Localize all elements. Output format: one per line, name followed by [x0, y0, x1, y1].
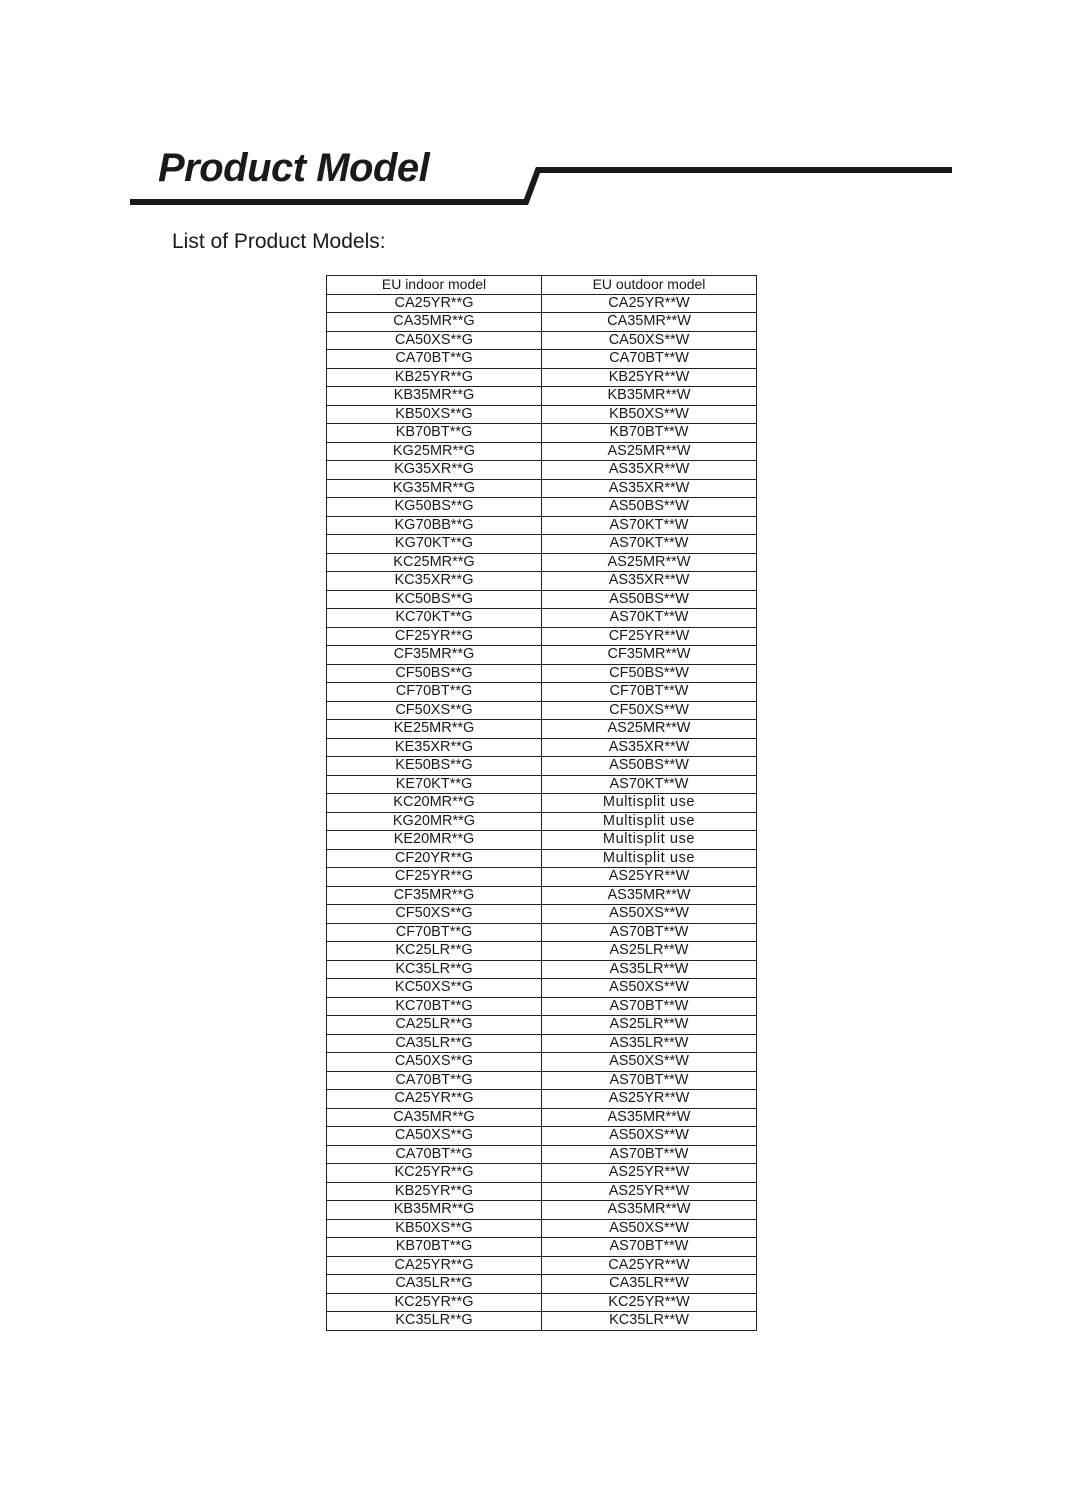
- outdoor-model-cell: AS25YR**W: [542, 1182, 757, 1201]
- indoor-model-cell: KB50XS**G: [327, 1219, 542, 1238]
- table-row: [327, 960, 757, 979]
- outdoor-model-cell: AS70BT**W: [542, 1238, 757, 1257]
- table-row: [327, 442, 757, 461]
- table-row: [327, 479, 757, 498]
- outdoor-model-cell: AS70BT**W: [542, 1071, 757, 1090]
- table-row: [327, 886, 757, 905]
- table-row: [327, 516, 757, 535]
- outdoor-model-cell: KB25YR**W: [542, 368, 757, 387]
- outdoor-model-cell: AS35LR**W: [542, 1034, 757, 1053]
- indoor-model-cell: CF50XS**G: [327, 701, 542, 720]
- table-row: [327, 609, 757, 628]
- indoor-model-cell: KC35LR**G: [327, 960, 542, 979]
- indoor-model-cell: CF35MR**G: [327, 646, 542, 665]
- table-row: [327, 331, 757, 350]
- outdoor-model-cell: AS50XS**W: [542, 1127, 757, 1146]
- outdoor-model-cell: Multisplit use: [542, 812, 757, 831]
- outdoor-model-cell: AS70KT**W: [542, 516, 757, 535]
- indoor-model-cell: KB35MR**G: [327, 1201, 542, 1220]
- outdoor-model-cell: CF25YR**W: [542, 627, 757, 646]
- table-row: [327, 1164, 757, 1183]
- outdoor-model-cell: AS25YR**W: [542, 1090, 757, 1109]
- table-row: [327, 1034, 757, 1053]
- table-row: [327, 1108, 757, 1127]
- table-header-row: [327, 276, 757, 295]
- indoor-model-cell: KB35MR**G: [327, 387, 542, 406]
- outdoor-model-cell: AS25MR**W: [542, 442, 757, 461]
- indoor-model-cell: KC25MR**G: [327, 553, 542, 572]
- indoor-model-cell: KG35MR**G: [327, 479, 542, 498]
- table-row: [327, 368, 757, 387]
- table-row: [327, 1127, 757, 1146]
- indoor-model-cell: CF70BT**G: [327, 923, 542, 942]
- indoor-model-cell: KC50BS**G: [327, 590, 542, 609]
- outdoor-model-cell: KC35LR**W: [542, 1312, 757, 1331]
- outdoor-model-cell: CA70BT**W: [542, 350, 757, 369]
- outdoor-model-cell: AS35XR**W: [542, 572, 757, 591]
- outdoor-model-cell: AS35MR**W: [542, 1108, 757, 1127]
- table-row: [327, 701, 757, 720]
- indoor-model-cell: KC25YR**G: [327, 1164, 542, 1183]
- outdoor-model-cell: KC25YR**W: [542, 1293, 757, 1312]
- outdoor-model-cell: AS35XR**W: [542, 461, 757, 480]
- outdoor-model-cell: CA25YR**W: [542, 1256, 757, 1275]
- table-row: [327, 1016, 757, 1035]
- outdoor-model-cell: AS50XS**W: [542, 979, 757, 998]
- indoor-model-cell: KB70BT**G: [327, 424, 542, 443]
- table-row: [327, 979, 757, 998]
- outdoor-model-cell: CF50BS**W: [542, 664, 757, 683]
- indoor-model-cell: CA25LR**G: [327, 1016, 542, 1035]
- indoor-model-cell: KG20MR**G: [327, 812, 542, 831]
- table-row: [327, 997, 757, 1016]
- table-row: [327, 1053, 757, 1072]
- indoor-model-cell: KC35LR**G: [327, 1312, 542, 1331]
- table-row: [327, 923, 757, 942]
- column-header-outdoor: EU outdoor model: [542, 276, 757, 295]
- table-row: [327, 1219, 757, 1238]
- indoor-model-cell: CA70BT**G: [327, 350, 542, 369]
- table-row: [327, 1071, 757, 1090]
- table-row: [327, 664, 757, 683]
- table-row: [327, 1090, 757, 1109]
- indoor-model-cell: KC20MR**G: [327, 794, 542, 813]
- page-title: Product Model: [158, 146, 430, 190]
- outdoor-model-cell: AS25MR**W: [542, 553, 757, 572]
- table-row: [327, 738, 757, 757]
- indoor-model-cell: KB70BT**G: [327, 1238, 542, 1257]
- indoor-model-cell: CA25YR**G: [327, 1256, 542, 1275]
- indoor-model-cell: KE70KT**G: [327, 775, 542, 794]
- outdoor-model-cell: CA35LR**W: [542, 1275, 757, 1294]
- table-row: [327, 849, 757, 868]
- table-row: [327, 572, 757, 591]
- indoor-model-cell: KC70KT**G: [327, 609, 542, 628]
- outdoor-model-cell: AS50BS**W: [542, 498, 757, 517]
- intro-text: List of Product Models:: [172, 230, 386, 253]
- indoor-model-cell: KG50BS**G: [327, 498, 542, 517]
- outdoor-model-cell: AS35MR**W: [542, 1201, 757, 1220]
- table-row: [327, 553, 757, 572]
- indoor-model-cell: CA70BT**G: [327, 1145, 542, 1164]
- table-row: [327, 313, 757, 332]
- table-row: [327, 905, 757, 924]
- indoor-model-cell: KB25YR**G: [327, 368, 542, 387]
- table-row: [327, 794, 757, 813]
- outdoor-model-cell: AS70KT**W: [542, 535, 757, 554]
- indoor-model-cell: KE35XR**G: [327, 738, 542, 757]
- section-heading: [0, 0, 1083, 220]
- outdoor-model-cell: AS70BT**W: [542, 923, 757, 942]
- table-row: [327, 1182, 757, 1201]
- outdoor-model-cell: CA35MR**W: [542, 313, 757, 332]
- outdoor-model-cell: CF35MR**W: [542, 646, 757, 665]
- table-row: [327, 812, 757, 831]
- table-row: [327, 1145, 757, 1164]
- indoor-model-cell: CF70BT**G: [327, 683, 542, 702]
- outdoor-model-cell: AS25YR**W: [542, 1164, 757, 1183]
- indoor-model-cell: CA35MR**G: [327, 313, 542, 332]
- indoor-model-cell: KG70KT**G: [327, 535, 542, 554]
- table-row: [327, 424, 757, 443]
- outdoor-model-cell: AS25LR**W: [542, 1016, 757, 1035]
- table-row: [327, 350, 757, 369]
- outdoor-model-cell: CF70BT**W: [542, 683, 757, 702]
- indoor-model-cell: CF25YR**G: [327, 868, 542, 887]
- indoor-model-cell: KE20MR**G: [327, 831, 542, 850]
- outdoor-model-cell: Multisplit use: [542, 831, 757, 850]
- indoor-model-cell: CA35LR**G: [327, 1275, 542, 1294]
- indoor-model-cell: KC70BT**G: [327, 997, 542, 1016]
- outdoor-model-cell: AS35MR**W: [542, 886, 757, 905]
- indoor-model-cell: KB25YR**G: [327, 1182, 542, 1201]
- outdoor-model-cell: AS70BT**W: [542, 997, 757, 1016]
- table-row: [327, 1201, 757, 1220]
- outdoor-model-cell: AS50XS**W: [542, 1053, 757, 1072]
- outdoor-model-cell: KB35MR**W: [542, 387, 757, 406]
- table-row: [327, 868, 757, 887]
- table-row: [327, 1256, 757, 1275]
- column-header-indoor: EU indoor model: [327, 276, 542, 295]
- indoor-model-cell: CA50XS**G: [327, 1053, 542, 1072]
- table-body: [327, 294, 757, 1330]
- product-models-table: [326, 275, 757, 1331]
- outdoor-model-cell: AS70KT**W: [542, 775, 757, 794]
- outdoor-model-cell: AS35LR**W: [542, 960, 757, 979]
- table-row: [327, 405, 757, 424]
- outdoor-model-cell: AS70KT**W: [542, 609, 757, 628]
- table-row: [327, 461, 757, 480]
- indoor-model-cell: CA70BT**G: [327, 1071, 542, 1090]
- table-row: [327, 627, 757, 646]
- indoor-model-cell: KG70BB**G: [327, 516, 542, 535]
- indoor-model-cell: KC35XR**G: [327, 572, 542, 591]
- indoor-model-cell: CA35LR**G: [327, 1034, 542, 1053]
- indoor-model-cell: CF50XS**G: [327, 905, 542, 924]
- indoor-model-cell: CF35MR**G: [327, 886, 542, 905]
- indoor-model-cell: CA50XS**G: [327, 1127, 542, 1146]
- table-row: [327, 1275, 757, 1294]
- outdoor-model-cell: CA25YR**W: [542, 294, 757, 313]
- outdoor-model-cell: AS50XS**W: [542, 905, 757, 924]
- table-row: [327, 942, 757, 961]
- outdoor-model-cell: Multisplit use: [542, 794, 757, 813]
- table-row: [327, 498, 757, 517]
- outdoor-model-cell: AS35XR**W: [542, 738, 757, 757]
- table-row: [327, 590, 757, 609]
- indoor-model-cell: KE50BS**G: [327, 757, 542, 776]
- outdoor-model-cell: AS35XR**W: [542, 479, 757, 498]
- outdoor-model-cell: AS50BS**W: [542, 590, 757, 609]
- table-row: [327, 387, 757, 406]
- outdoor-model-cell: AS50BS**W: [542, 757, 757, 776]
- table-row: [327, 294, 757, 313]
- outdoor-model-cell: AS25MR**W: [542, 720, 757, 739]
- outdoor-model-cell: AS25LR**W: [542, 942, 757, 961]
- table-row: [327, 646, 757, 665]
- outdoor-model-cell: CF50XS**W: [542, 701, 757, 720]
- indoor-model-cell: CF25YR**G: [327, 627, 542, 646]
- indoor-model-cell: KC50XS**G: [327, 979, 542, 998]
- indoor-model-cell: KC25YR**G: [327, 1293, 542, 1312]
- table-row: [327, 1293, 757, 1312]
- indoor-model-cell: CA35MR**G: [327, 1108, 542, 1127]
- outdoor-model-cell: Multisplit use: [542, 849, 757, 868]
- table-row: [327, 775, 757, 794]
- indoor-model-cell: KE25MR**G: [327, 720, 542, 739]
- indoor-model-cell: CA25YR**G: [327, 1090, 542, 1109]
- indoor-model-cell: KG35XR**G: [327, 461, 542, 480]
- outdoor-model-cell: AS50XS**W: [542, 1219, 757, 1238]
- outdoor-model-cell: KB50XS**W: [542, 405, 757, 424]
- table-row: [327, 1312, 757, 1331]
- indoor-model-cell: CF20YR**G: [327, 849, 542, 868]
- table-row: [327, 831, 757, 850]
- table-row: [327, 683, 757, 702]
- table-row: [327, 720, 757, 739]
- indoor-model-cell: KB50XS**G: [327, 405, 542, 424]
- indoor-model-cell: KG25MR**G: [327, 442, 542, 461]
- table-row: [327, 535, 757, 554]
- indoor-model-cell: CA50XS**G: [327, 331, 542, 350]
- outdoor-model-cell: AS25YR**W: [542, 868, 757, 887]
- indoor-model-cell: KC25LR**G: [327, 942, 542, 961]
- outdoor-model-cell: AS70BT**W: [542, 1145, 757, 1164]
- table-row: [327, 757, 757, 776]
- outdoor-model-cell: KB70BT**W: [542, 424, 757, 443]
- outdoor-model-cell: CA50XS**W: [542, 331, 757, 350]
- table-row: [327, 1238, 757, 1257]
- indoor-model-cell: CF50BS**G: [327, 664, 542, 683]
- indoor-model-cell: CA25YR**G: [327, 294, 542, 313]
